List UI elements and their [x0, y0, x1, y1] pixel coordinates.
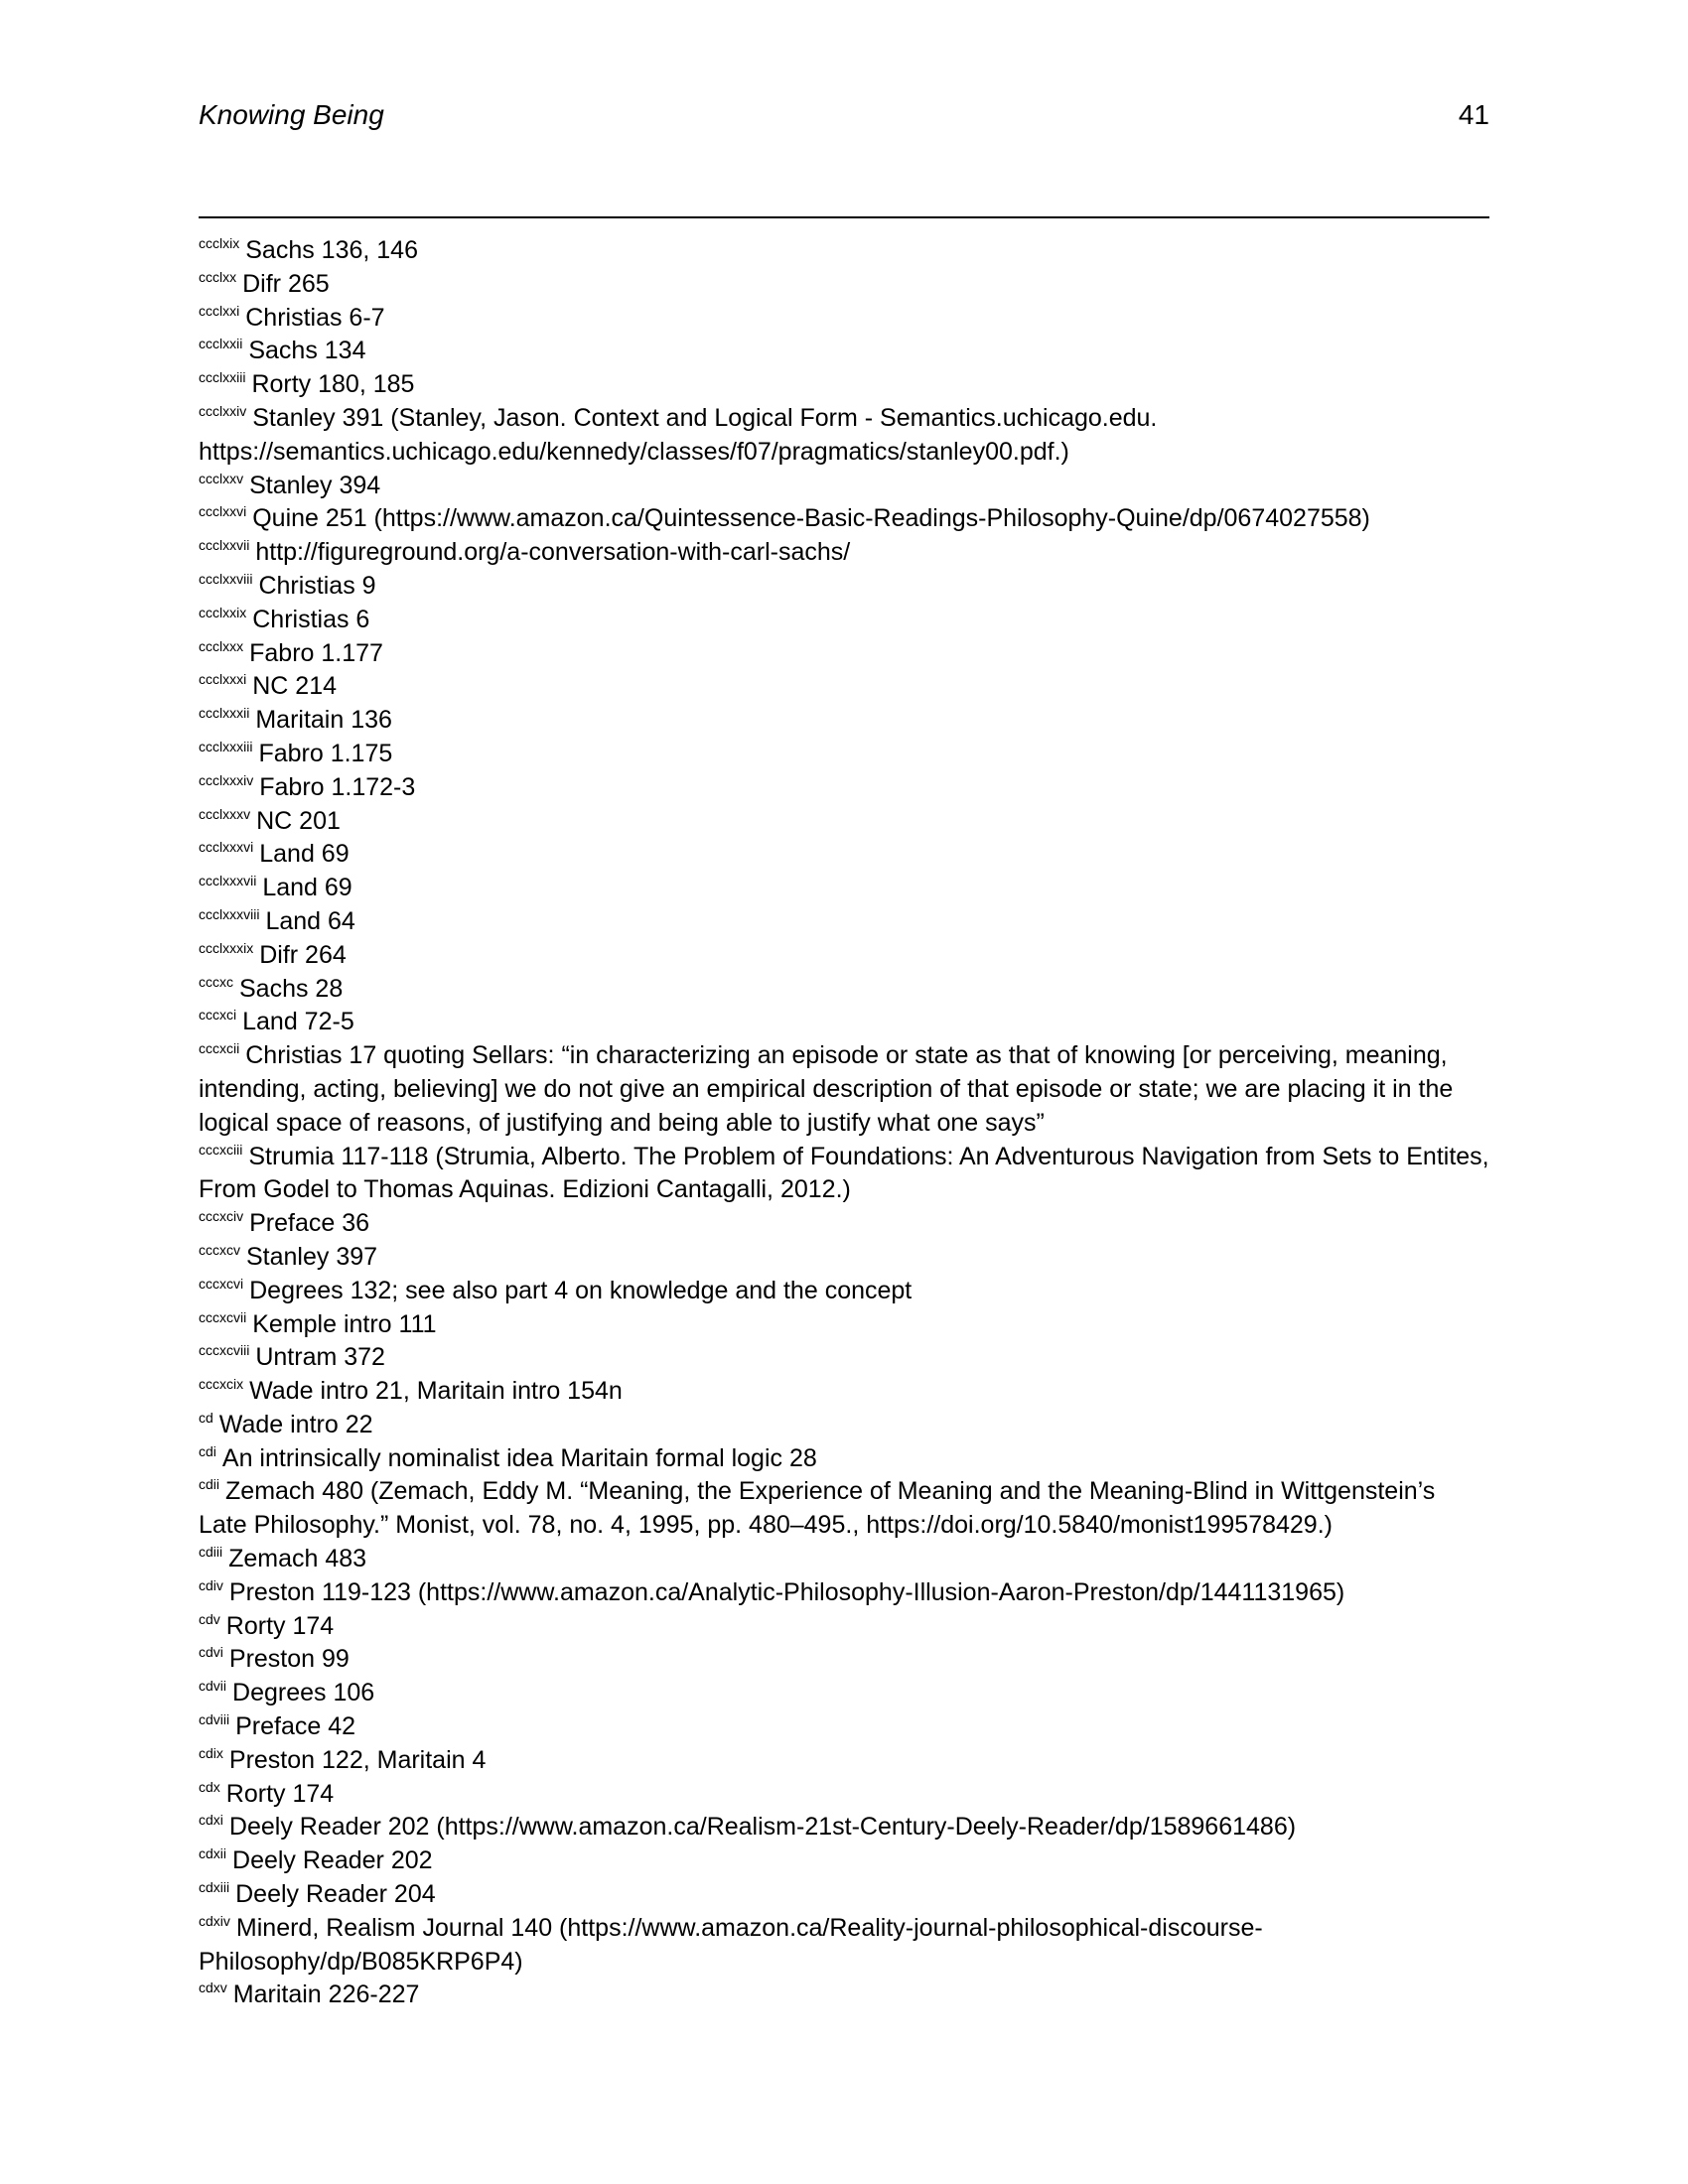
endnote-marker: ccclxxxviii — [199, 905, 260, 922]
endnote-marker: ccclxxiii — [199, 369, 246, 386]
endnote-text: Minerd, Realism Journal 140 (https://www.amazon.ca/Reality-journal-philosophical-discourse-Philosophy/dp/B085KRP6P4) — [199, 1913, 1263, 1976]
endnote-text: Christias 9 — [258, 571, 376, 600]
endnote-item — [199, 1677, 1489, 1710]
endnote-marker: ccclxxxi — [199, 671, 247, 688]
endnote-item — [199, 637, 1489, 671]
endnote-item — [199, 1878, 1489, 1912]
endnote-marker: ccclxxviii — [199, 570, 253, 587]
endnote-marker: cccxcvi — [199, 1275, 244, 1292]
endnote-text: NC 201 — [256, 806, 341, 835]
endnote-marker: cdii — [199, 1476, 220, 1493]
endnote-marker: ccclxxxix — [199, 939, 254, 956]
endnote-text: Fabro 1.177 — [249, 638, 383, 667]
endnote-marker: ccclxxix — [199, 604, 247, 620]
endnote-item — [199, 1375, 1489, 1409]
endnote-marker: ccclxxxiii — [199, 738, 253, 754]
endnote-item — [199, 1241, 1489, 1275]
endnote-text: Untram 372 — [255, 1343, 385, 1372]
endnote-item — [199, 470, 1489, 503]
endnote-text: Fabro 1.172-3 — [259, 772, 416, 801]
endnote-marker: cdxv — [199, 1979, 227, 1996]
running-title: Knowing Being — [199, 99, 384, 130]
endnote-text: Difr 264 — [259, 940, 347, 969]
endnote-marker: ccclxxxiv — [199, 771, 254, 788]
endnote-marker: cdxi — [199, 1812, 223, 1829]
endnote-item — [199, 1308, 1489, 1342]
endnote-text: Preston 99 — [228, 1645, 350, 1674]
endnote-marker: ccclxxi — [199, 302, 240, 319]
endnote-item — [199, 771, 1489, 805]
endnote-item — [199, 872, 1489, 905]
endnote-marker: ccclxxiv — [199, 402, 247, 419]
endnote-item — [199, 1710, 1489, 1744]
endnote-item — [199, 973, 1489, 1007]
page-number: 41 — [1458, 99, 1489, 130]
endnote-text: Deely Reader 202 (https://www.amazon.ca/Realism-21st-Century-Deely-Reader/dp/1589661486) — [228, 1813, 1297, 1842]
endnote-marker: cccxc — [199, 973, 233, 990]
endnote-text: Zemach 480 (Zemach, Eddy M. “Meaning, the Experience of Meaning and the Meaning-Blind in Wittgenstein’s Late Philosophy.” Monist, vol. 78, no. 4, 1995, pp. 480–495., https://doi.org/10.5840/monist199578429.) — [199, 1477, 1436, 1540]
endnote-marker: cdxiv — [199, 1912, 230, 1929]
endnote-text: Stanley 391 (Stanley, Jason. Context and Logical Form - Semantics.uchicago.edu. https://semantics.uchicago.edu/kennedy/classes/f07/pragmatics/stanley00.pdf.) — [199, 403, 1158, 466]
endnote-marker: cccxcv — [199, 1241, 240, 1258]
endnote-item — [199, 604, 1489, 637]
endnote-item — [199, 402, 1489, 470]
endnote-item — [199, 838, 1489, 872]
endnote-text: Strumia 117-118 (Strumia, Alberto. The Problem of Foundations: An Adventurous Navigation from Sets to Entites, From Godel to Thomas Aquinas. Edizioni Cantagalli, 2012.) — [199, 1142, 1489, 1204]
endnote-item — [199, 335, 1489, 368]
endnote-marker: cccxciii — [199, 1141, 243, 1158]
endnote-marker: cccxcviii — [199, 1342, 250, 1359]
endnote-item — [199, 302, 1489, 336]
endnote-marker: ccclxxxvii — [199, 873, 257, 889]
endnote-text: Preston 122, Maritain 4 — [228, 1745, 487, 1774]
endnote-item — [199, 1475, 1489, 1543]
endnote-marker: cdx — [199, 1778, 220, 1795]
endnote-marker: cccxcvii — [199, 1308, 247, 1325]
endnote-text: Sachs 134 — [248, 337, 366, 365]
endnote-text: Preface 42 — [235, 1712, 356, 1741]
endnote-marker: cdix — [199, 1744, 223, 1761]
endnote-text: Wade intro 22 — [218, 1410, 373, 1438]
endnote-text: Rorty 174 — [225, 1779, 335, 1808]
endnote-item — [199, 905, 1489, 939]
endnote-marker: cdxiii — [199, 1879, 230, 1896]
endnote-text: Maritain 226-227 — [232, 1980, 420, 2009]
endnote-text: Sachs 136, 146 — [245, 236, 418, 264]
endnote-item — [199, 1409, 1489, 1442]
endnote-text: Land 64 — [265, 906, 355, 935]
endnote-text: Kemple intro 111 — [252, 1309, 437, 1338]
endnote-text: Stanley 394 — [249, 471, 381, 499]
endnote-text: Deely Reader 202 — [232, 1846, 433, 1875]
endnote-item — [199, 1207, 1489, 1241]
endnote-text: Rorty 180, 185 — [251, 370, 415, 399]
endnote-item — [199, 1912, 1489, 1979]
endnote-text: An intrinsically nominalist idea Maritain formal logic 28 — [221, 1443, 817, 1472]
endnote-item — [199, 1979, 1489, 2012]
endnote-marker: cdiii — [199, 1544, 223, 1561]
endnote-text: Degrees 132; see also part 4 on knowledge and the concept — [249, 1276, 913, 1304]
endnote-marker: cccxcii — [199, 1040, 240, 1057]
endnote-text: Rorty 174 — [225, 1611, 335, 1640]
endnote-text: Deely Reader 204 — [235, 1880, 436, 1909]
endnote-text: Christias 6 — [252, 605, 370, 633]
endnote-marker: ccclxxv — [199, 470, 244, 486]
endnote-marker: ccclxxvi — [199, 503, 247, 520]
endnote-item — [199, 805, 1489, 839]
endnote-item — [199, 939, 1489, 973]
endnote-text: Land 69 — [259, 840, 350, 869]
endnote-marker: ccclxxxv — [199, 805, 251, 822]
endnote-item — [199, 536, 1489, 570]
endnote-item — [199, 1811, 1489, 1844]
endnote-item — [199, 234, 1489, 268]
endnote-marker: ccclxxii — [199, 336, 243, 352]
endnote-marker: cccxciv — [199, 1208, 244, 1225]
endnote-item — [199, 1442, 1489, 1476]
endnote-item — [199, 570, 1489, 604]
endnote-marker: cdviii — [199, 1711, 230, 1728]
endnote-marker: cdxii — [199, 1845, 227, 1862]
endnote-text: Land 69 — [262, 874, 352, 902]
endnote-marker: ccclxix — [199, 235, 240, 251]
endnote-item — [199, 1341, 1489, 1375]
endnote-text: Land 72-5 — [242, 1008, 354, 1036]
endnote-text: Degrees 106 — [232, 1679, 375, 1707]
endnote-marker: cdvi — [199, 1644, 223, 1661]
endnote-item — [199, 1039, 1489, 1140]
endnote-text: Fabro 1.175 — [258, 739, 393, 767]
endnote-text: http://figureground.org/a-conversation-with-carl-sachs/ — [255, 538, 851, 567]
endnote-marker: ccclxxx — [199, 637, 244, 654]
endnote-item — [199, 1844, 1489, 1878]
footnote-separator-rule — [199, 216, 1489, 218]
endnote-item — [199, 368, 1489, 402]
endnote-item — [199, 1141, 1489, 1208]
endnote-marker: ccclxxxii — [199, 705, 250, 722]
endnote-item — [199, 1643, 1489, 1677]
endnote-text: Zemach 483 — [228, 1545, 367, 1573]
endnote-text: Quine 251 (https://www.amazon.ca/Quintessence-Basic-Readings-Philosophy-Quine/dp/0674027558) — [252, 504, 1370, 533]
endnote-text: Maritain 136 — [255, 706, 392, 735]
endnote-item — [199, 704, 1489, 738]
endnote-item — [199, 1576, 1489, 1610]
endnote-item — [199, 1275, 1489, 1308]
endnote-marker: cdv — [199, 1610, 220, 1627]
endnote-marker: ccclxx — [199, 268, 237, 285]
endnote-item — [199, 670, 1489, 704]
endnote-marker: cdi — [199, 1442, 216, 1459]
endnote-marker: cccxci — [199, 1007, 237, 1024]
endnote-item — [199, 1744, 1489, 1778]
endnote-marker: cd — [199, 1409, 213, 1426]
endnote-item — [199, 268, 1489, 302]
endnote-item — [199, 1543, 1489, 1576]
endnote-item — [199, 1006, 1489, 1039]
endnote-marker: ccclxxxvi — [199, 839, 254, 856]
endnote-item — [199, 502, 1489, 536]
endnote-text: Christias 6-7 — [245, 303, 385, 332]
endnote-text: Christias 17 quoting Sellars: “in characterizing an episode or state as that of knowing [or perceiving, meaning, intending, acting, believing] we do not give an empirical description of that episode or state; we are placing it in the logical space of reasons, of justifying and being able to justify what one says” — [199, 1041, 1454, 1137]
endnote-marker: cdvii — [199, 1678, 227, 1695]
endnote-text: Preface 36 — [249, 1209, 370, 1238]
endnote-marker: ccclxxvii — [199, 537, 250, 554]
endnote-text: Stanley 397 — [246, 1242, 378, 1271]
endnote-text: Sachs 28 — [239, 974, 344, 1003]
endnote-text: Preston 119-123 (https://www.amazon.ca/Analytic-Philosophy-Illusion-Aaron-Preston/dp/1441131965) — [228, 1577, 1345, 1606]
endnote-text: Difr 265 — [242, 269, 330, 298]
endnotes-list — [199, 234, 1489, 2012]
endnote-marker: cdiv — [199, 1576, 223, 1593]
endnote-marker: cccxcix — [199, 1376, 244, 1393]
endnote-text: Wade intro 21, Maritain intro 154n — [249, 1377, 623, 1406]
endnote-item — [199, 738, 1489, 771]
endnote-item — [199, 1610, 1489, 1644]
endnote-item — [199, 1778, 1489, 1812]
endnote-text: NC 214 — [252, 672, 337, 701]
